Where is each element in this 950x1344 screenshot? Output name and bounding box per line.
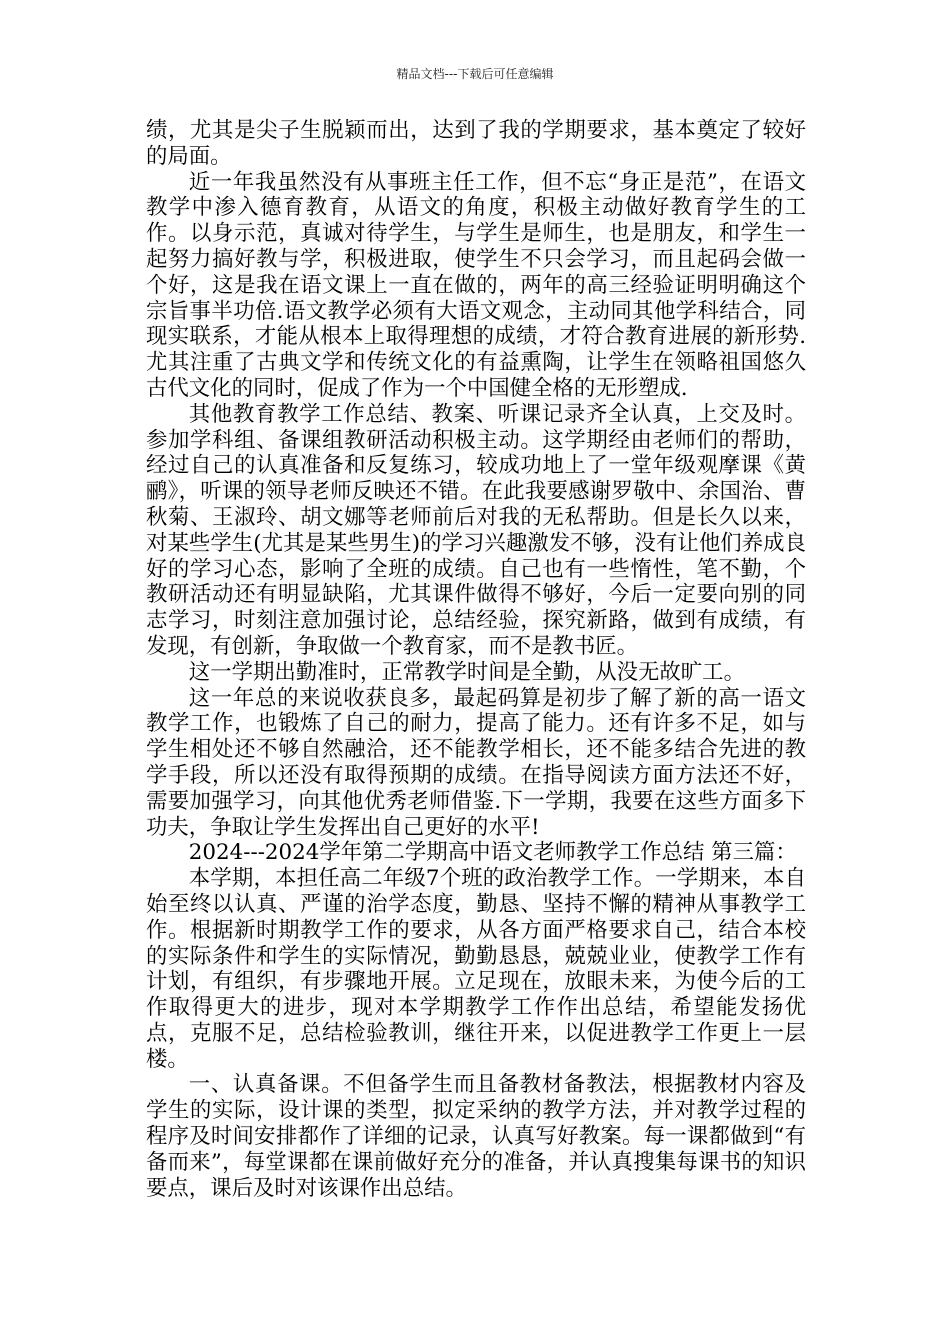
paragraph: 这一学期出勤准时，正常教学时间是全勤，从没无故旷工。 xyxy=(188,659,745,685)
paragraph: 绩，尤其是尖子生脱颖而出，达到了我的学期要求，基本奠定了较好的局面。 xyxy=(146,118,806,169)
section-heading: 2024---2024学年第二学期高中语文老师教学工作总结 第三篇： xyxy=(188,840,797,866)
paragraph: 一、认真备课。不但备学生而且备教材备教法，根据教材内容及学生的实际，设计课的类型，拟定采纳的教学方法，并对教学过程的程序及时间安排都作了详细的记录，认真写好教案。每一课都做到“有备而来”，每堂课都在课前做好充分的准备，并认真搜集每课书的知识要点，课后及时对该课作出总结。 xyxy=(146,1072,806,1201)
paragraph: 本学期，本担任高二年级7个班的政治教学工作。一学期来，本自始至终以认真、严谨的治学态度，勤恳、坚持不懈的精神从事教学工作。根据新时期教学工作的要求，从各方面严格要求自己，结合本校的实际条件和学生的实际情况，勤勤恳恳，兢兢业业，使教学工作有计划，有组织，有步骤地开展。立足现在，放眼未来，为使今后的工作取得更大的进步，现对本学期教学工作作出总结，希望能发扬优点，克服不足，总结检验教训，继往开来，以促进教学工作更上一层楼。 xyxy=(146,866,806,1072)
paragraph: 这一年总的来说收获良多，最起码算是初步了解了新的高一语文教学工作，也锻炼了自己的耐力，提高了能力。还有许多不足，如与学生相处还不够自然融洽，还不能教学相长，还不能多结合先进的教学手段，所以还没有取得预期的成绩。在指导阅读方面方法还不好，需要加强学习，向其他优秀老师借鉴.下一学期，我要在这些方面多下功夫，争取让学生发挥出自己更好的水平! xyxy=(146,685,806,840)
page-header: 精品文档---下载后可任意编辑 xyxy=(396,67,554,81)
paragraph: 近一年我虽然没有从事班主任工作，但不忘“身正是范”，在语文教学中渗入德育教育，从语文的角度，积极主动做好教育学生的工作。以身示范，真诚对待学生，与学生是师生，也是朋友，和学生一起努力搞好教与学，积极进取，使学生不只会学习，而且起码会做一个好，这是我在语文课上一直在做的，两年的高三经验证明明确这个宗旨事半功倍.语文教学必须有大语文观念，主动同其他学科结合，同现实联系，才能从根本上取得理想的成绩，才符合教育进展的新形势.尤其注重了古典文学和传统文化的有益熏陶，让学生在领略祖国悠久古代文化的同时，促成了作为一个中国健全格的无形塑成. xyxy=(146,169,806,401)
paragraph: 其他教育教学工作总结、教案、听课记录齐全认真，上交及时。参加学科组、备课组教研活动积极主动。这学期经由老师们的帮助，经过自己的认真准备和反复练习，较成功地上了一堂年级观摩课《黄鹂》，听课的领导老师反映还不错。在此我要感谢罗敬中、余国治、曹秋菊、王淑玲、胡文娜等老师前后对我的无私帮助。但是长久以来，对某些学生(尤其是某些男生)的学习兴趣激发不够，没有让他们养成良好的学习心态，影响了全班的成绩。自己也有一些惰性，笔不勤，个教研活动还有明显缺陷，尤其课件做得不够好，今后一定要向别的同志学习，时刻注意加强讨论，总结经验，探究新路，做到有成绩，有发现，有创新，争取做一个教育家，而不是教书匠。 xyxy=(146,401,806,659)
document-body xyxy=(146,118,806,1201)
